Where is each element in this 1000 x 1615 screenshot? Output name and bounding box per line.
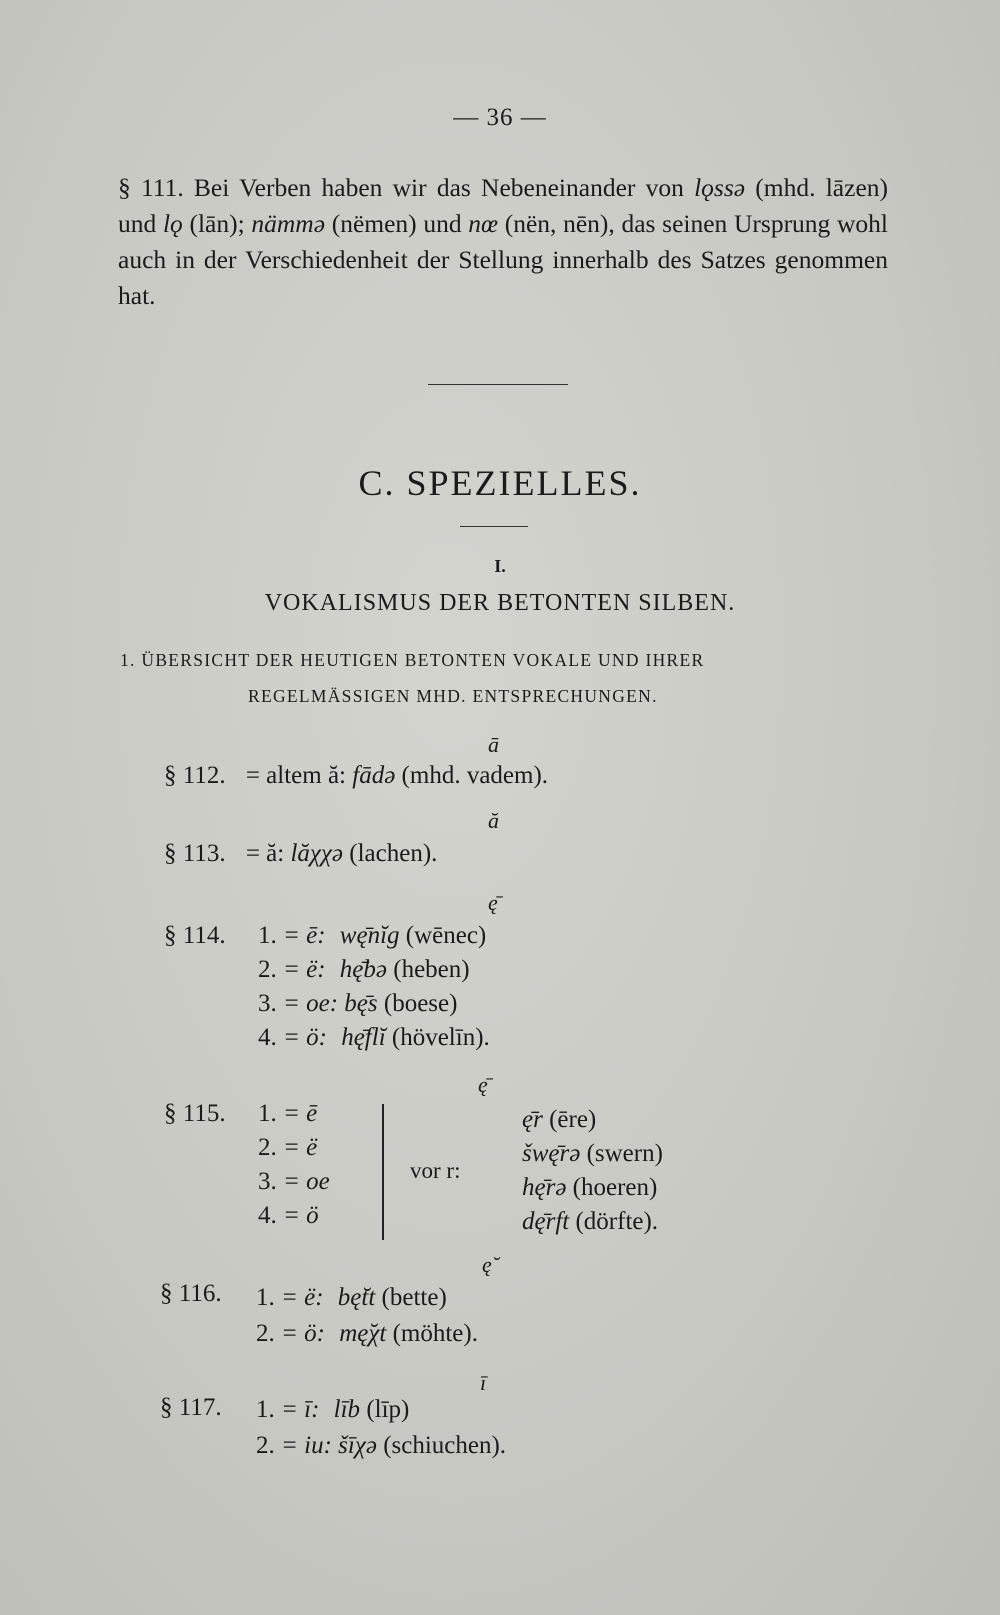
mhd-gloss: (lachen). (349, 840, 438, 867)
rule-row: 2. = iu: šīχə (schiuchen). (256, 1432, 507, 1459)
word-lo: lǫ (162, 209, 183, 238)
mhd-gloss: (dörfte). (575, 1208, 659, 1235)
word-naemme: nämmə (251, 209, 326, 238)
vowel-heading: ī (480, 1370, 487, 1395)
vowel-heading: ă (488, 808, 499, 833)
divider-rule (428, 384, 568, 385)
mhd-gloss: (hoeren) (572, 1174, 658, 1201)
vowel-heading: ę̆ (482, 1252, 492, 1277)
rule-row: 1. = ī: līb (līp) (256, 1396, 410, 1423)
mhd-gloss: (boese) (383, 990, 458, 1017)
part-number: I. (494, 556, 506, 576)
dialect-word: hę̄rə (522, 1174, 567, 1201)
rule-row: 1. = ë: bę̆tt (bette) (256, 1284, 447, 1311)
grouping-bracket (374, 1104, 384, 1240)
mhd-gloss: (heben) (393, 956, 470, 983)
mhd-gloss: (wēnec) (405, 922, 487, 949)
word-losse: lǫssə (694, 173, 746, 202)
mhd-gloss: (mhd. vadem). (401, 762, 549, 789)
dialect-word: wę̄nĭg (339, 922, 400, 949)
example-row (522, 1106, 596, 1134)
section-title: C. SPEZIELLES. (358, 463, 642, 503)
condition-label: vor r: (410, 1158, 461, 1183)
rule-row: 1. = ē: wę̄nĭg (wēnec) (258, 922, 487, 949)
dialect-word: lăχχə (290, 840, 344, 867)
rule-row: 4. = ö: hę̄flĭ (hövelīn). (258, 1024, 490, 1051)
rule-row: 2. = ö: mę̆χt (möhte). (256, 1320, 478, 1347)
subsection-title-line2: REGELMÄSSIGEN MHD. ENTSPRECHUNGEN. (248, 686, 658, 706)
section-113: § 113. = ă: lăχχə (lachen). (164, 840, 438, 867)
example-row (522, 1140, 663, 1168)
section-112: § 112. = altem ă: fādə (mhd. vadem). (164, 762, 549, 789)
mhd-gloss: (līp) (366, 1396, 410, 1423)
rule-row: 1. = ē (258, 1100, 318, 1127)
section-number: § 116. (160, 1280, 222, 1307)
dialect-word: hę̄bə (339, 956, 387, 983)
rule-row: 2. = ë: hę̄bə (heben) (258, 956, 470, 983)
mhd-gloss: (schiuchen). (383, 1432, 507, 1459)
section-number: § 112. (164, 762, 226, 789)
rule-row: 2. = ë (258, 1134, 318, 1161)
part-title: VOKALISMUS DER BETONTEN SILBEN. (264, 590, 736, 616)
page-number: — 36 — (453, 104, 547, 131)
dialect-word: šwę̄rə (522, 1140, 581, 1167)
dialect-word: bę̆tt (337, 1284, 376, 1311)
rule-row: 3. = oe: bę̄s (boese) (258, 990, 458, 1017)
section-number: § 111. (118, 173, 184, 202)
section-number: § 115. (164, 1100, 226, 1127)
vowel-heading: ę̄ (478, 1072, 488, 1097)
vowel-heading: ę̄ (488, 890, 498, 915)
word-noe: nœ (468, 209, 499, 238)
section-number: § 117. (160, 1394, 222, 1421)
dialect-word: fādə (352, 762, 396, 789)
paragraph-111: § 111. Bei Verben haben wir das Nebeneinander von lǫssə (mhd. lāzen) und lǫ (lān); nämmə (nëmen) und nœ (nën, nēn), das seinen Ursprung wohl auch in der Verschiedenheit der Stellung innerhalb des Satzes genommen hat. (118, 173, 888, 310)
dialect-word: mę̆χt (339, 1320, 387, 1347)
example-row (522, 1174, 657, 1202)
dialect-word: ę̄r (522, 1106, 543, 1133)
mhd-gloss: (ēre) (549, 1106, 597, 1133)
vowel-heading: ā (488, 732, 499, 757)
mhd-gloss: (möhte). (392, 1320, 478, 1347)
dialect-word: hę̄flĭ (341, 1024, 386, 1051)
dialect-word: šīχə (338, 1432, 377, 1459)
mhd-gloss: (bette) (381, 1284, 447, 1311)
dialect-word: līb (333, 1396, 361, 1423)
section-number: § 114. (164, 922, 226, 949)
example-row (522, 1208, 658, 1236)
rule-row: 4. = ö (258, 1202, 319, 1229)
mhd-gloss: (swern) (586, 1140, 663, 1167)
rule-row: 3. = oe (258, 1168, 330, 1195)
dialect-word: bę̄s (344, 990, 378, 1017)
section-number: § 113. (164, 840, 226, 867)
dialect-word: dę̄rft (522, 1208, 570, 1235)
subsection-title-line1: 1. ÜBERSICHT DER HEUTIGEN BETONTEN VOKALE UND IHRER (120, 650, 705, 670)
divider-rule-short (460, 526, 528, 527)
mhd-gloss: (hövelīn). (391, 1024, 490, 1051)
